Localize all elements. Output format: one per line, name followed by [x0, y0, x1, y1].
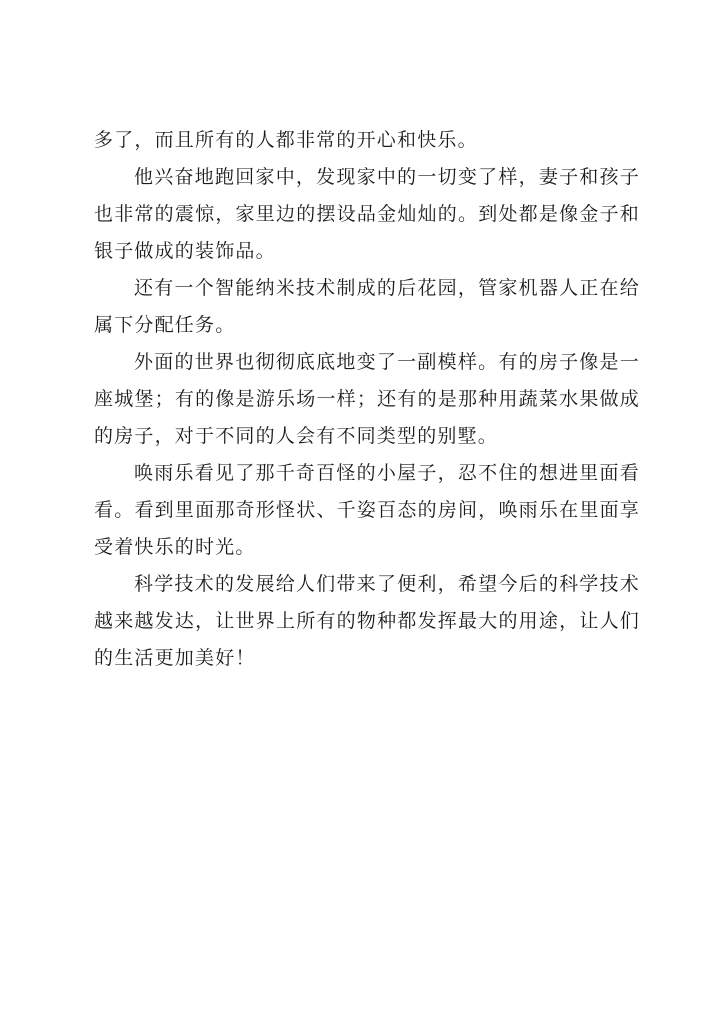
document-body [94, 122, 640, 677]
paragraph-home: 他兴奋地跑回家中，发现家中的一切变了样，妻子和孩子也非常的震惊，家里边的摆设品金灿灿的。到处都是像金子和银子做成的装饰品。 [94, 166, 640, 262]
paragraph-continuation: 多了，而且所有的人都非常的开心和快乐。 [94, 129, 478, 151]
paragraph-small-houses: 唤雨乐看见了那千奇百怪的小屋子，忍不住的想进里面看看。看到里面那奇形怪状、千姿百态的房间，唤雨乐在里面享受着快乐的时光。 [94, 462, 640, 558]
paragraph-conclusion: 科学技术的发展给人们带来了便利，希望今后的科学技术越来越发达，让世界上所有的物种都发挥最大的用途，让人们的生活更加美好！ [94, 573, 640, 669]
paragraph-garden: 还有一个智能纳米技术制成的后花园，管家机器人正在给属下分配任务。 [94, 277, 640, 336]
paragraph-outside-world: 外面的世界也彻彻底底地变了一副模样。有的房子像是一座城堡；有的像是游乐场一样；还有的是那种用蔬菜水果做成的房子，对于不同的人会有不同类型的别墅。 [94, 351, 640, 447]
